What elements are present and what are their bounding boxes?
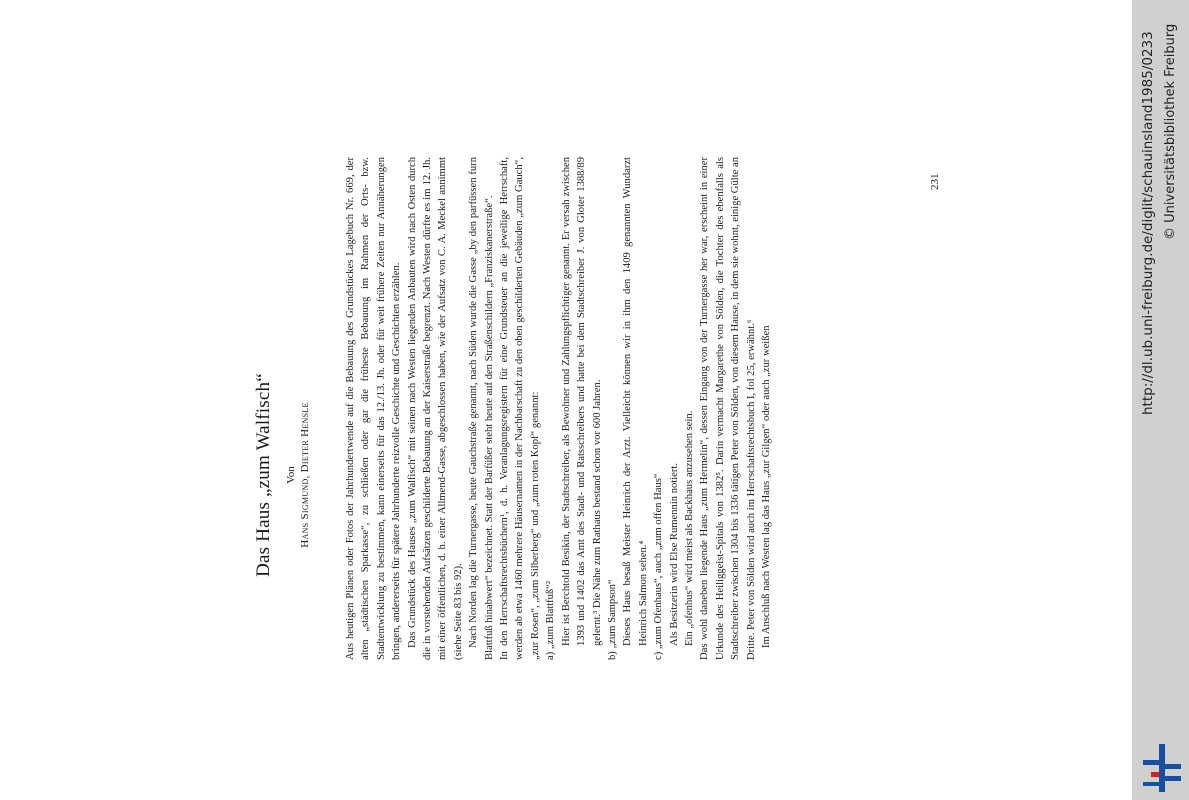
paragraph: Aus heutigen Plänen oder Fotos der Jahrhundertwende auf die Bebauung des Grundstückes Lagebuch Nr. 669, der alten „städtischen Sparkasse“, zu schließen oder gar die früheste Bebauung im Rahmen der Orts- bzw. Stadtentwicklung zu bestimmen, kann einerseits für das 12./13. Jh. oder für weit frühere Zeiten nur Annäherungen bringen, andererseits für spätere Jahrhunderte reizvolle Geschichte und Geschichten erzählen. xyxy=(345,157,403,660)
page-number: 231 xyxy=(929,173,941,190)
byline-von: Von xyxy=(285,466,297,484)
paragraph: In den Herrschaftsrechtsbüchern¹, d. h. Veranlagungsregistern für eine Grundsteuer an die jeweilige Herrschaft, werden ab etwa 1460 mehrere Häusernamen in der Nachbarschaft zu den oben geschilderten Gebäuden „zum Gauch“, „zur Rosen“, „zum Silberberg“ und „zum roten Kopf“ genannt: xyxy=(499,157,541,660)
list-item-label: c) „zum Ofenhaus“, auch „zum offen Haus“ xyxy=(653,473,665,660)
list-item-text: Hier ist Berchtold Besikin, der Stadtschreiber, als Bewohner und Zahlungspflichtiger genannt. Er versah zwischen 1393 und 1402 das Amt des Stadt- und Ratsschreibers und hatte bei dem Stadtschreiber J. von Gloter 1388/89 gelernt.³ Die Nähe zum Rathaus bestand schon vor 600 Jahren. xyxy=(560,157,603,646)
paragraph: Ein „ofenhus“ wird meist als Backhaus anzusehen sein. xyxy=(683,410,695,646)
document-page xyxy=(245,150,1045,800)
article-authors: Hans Sigmund, Dieter Hensle xyxy=(299,402,311,548)
article-body xyxy=(343,157,774,660)
list-item-label: b) „zum Sampson“ xyxy=(606,579,618,660)
list-item-label: a) „zum Blattfuß“² xyxy=(545,580,557,660)
list-item-text: Als Besitzerin wird Else Rumennin notiert. xyxy=(668,462,680,646)
paragraph: Das Grundstück des Hauses „zum Walfisch“ mit seinen nach Westen liegenden Anbauten wird nach Osten durch die in vorstehenden Aufsätzen geschilderte Bebauung an der Kaiserstraße begrenzt. Nach Westen dürfte es im 12. Jh. mit einer öffentlichen, d. h. einer Allmend-Gasse, abgeschlossen haben, wie der Aufsatz von C. A. Meckel annimmt (siehe Seite 83 bis 92). xyxy=(406,157,464,660)
paragraph: Das wohl daneben liegende Haus „zum Hermelin“, dessen Eingang von der Turnergasse her war, erscheint in einer Urkunde des Heiliggeist-Spitals von 1382⁵. Darin vermacht Margarethe von Sölden, die Tochter des ebenfalls als Stadtschreiber zwischen 1304 bis 1336 tätigen Peter von Sölden, von diesem Hause, in dem sie wohnt, einige Gülte an Dritte. Peter von Sölden wird auch im Herrschaftsrechtsbuch I, fol 25, erwähnt.⁶ xyxy=(699,157,757,660)
article-title: Das Haus „zum Walfisch“ xyxy=(253,373,274,577)
list-item-text: Dieses Haus besaß Meister Heinrich der Arzt. Vielleicht können wir in ihm den 1409 genannten Wundarzt Heinrich Salmon sehen.⁴ xyxy=(622,157,649,646)
copyright-notice: © Universitätsbibliothek Freiburg xyxy=(1163,23,1178,240)
paragraph: Nach Norden lag die Turnergasse, heute Gauchstraße genannt, nach Süden wurde die Gasse „by den parfüssen furn Blattfuß hinabwert“ bezeichnet. Statt der Barfüßer steht heute auf den Straßenschildern „Franziskanerstraße“. xyxy=(468,157,495,660)
source-url-link[interactable]: http://dl.ub.uni-freiburg.de/diglit/schauinsland1985/0233 xyxy=(1140,31,1156,415)
ub-freiburg-logo-icon xyxy=(1141,744,1183,792)
paragraph: Im Anschluß nach Westen lag das Haus „zur Gilgen“ oder auch „zur weißen xyxy=(760,325,772,648)
